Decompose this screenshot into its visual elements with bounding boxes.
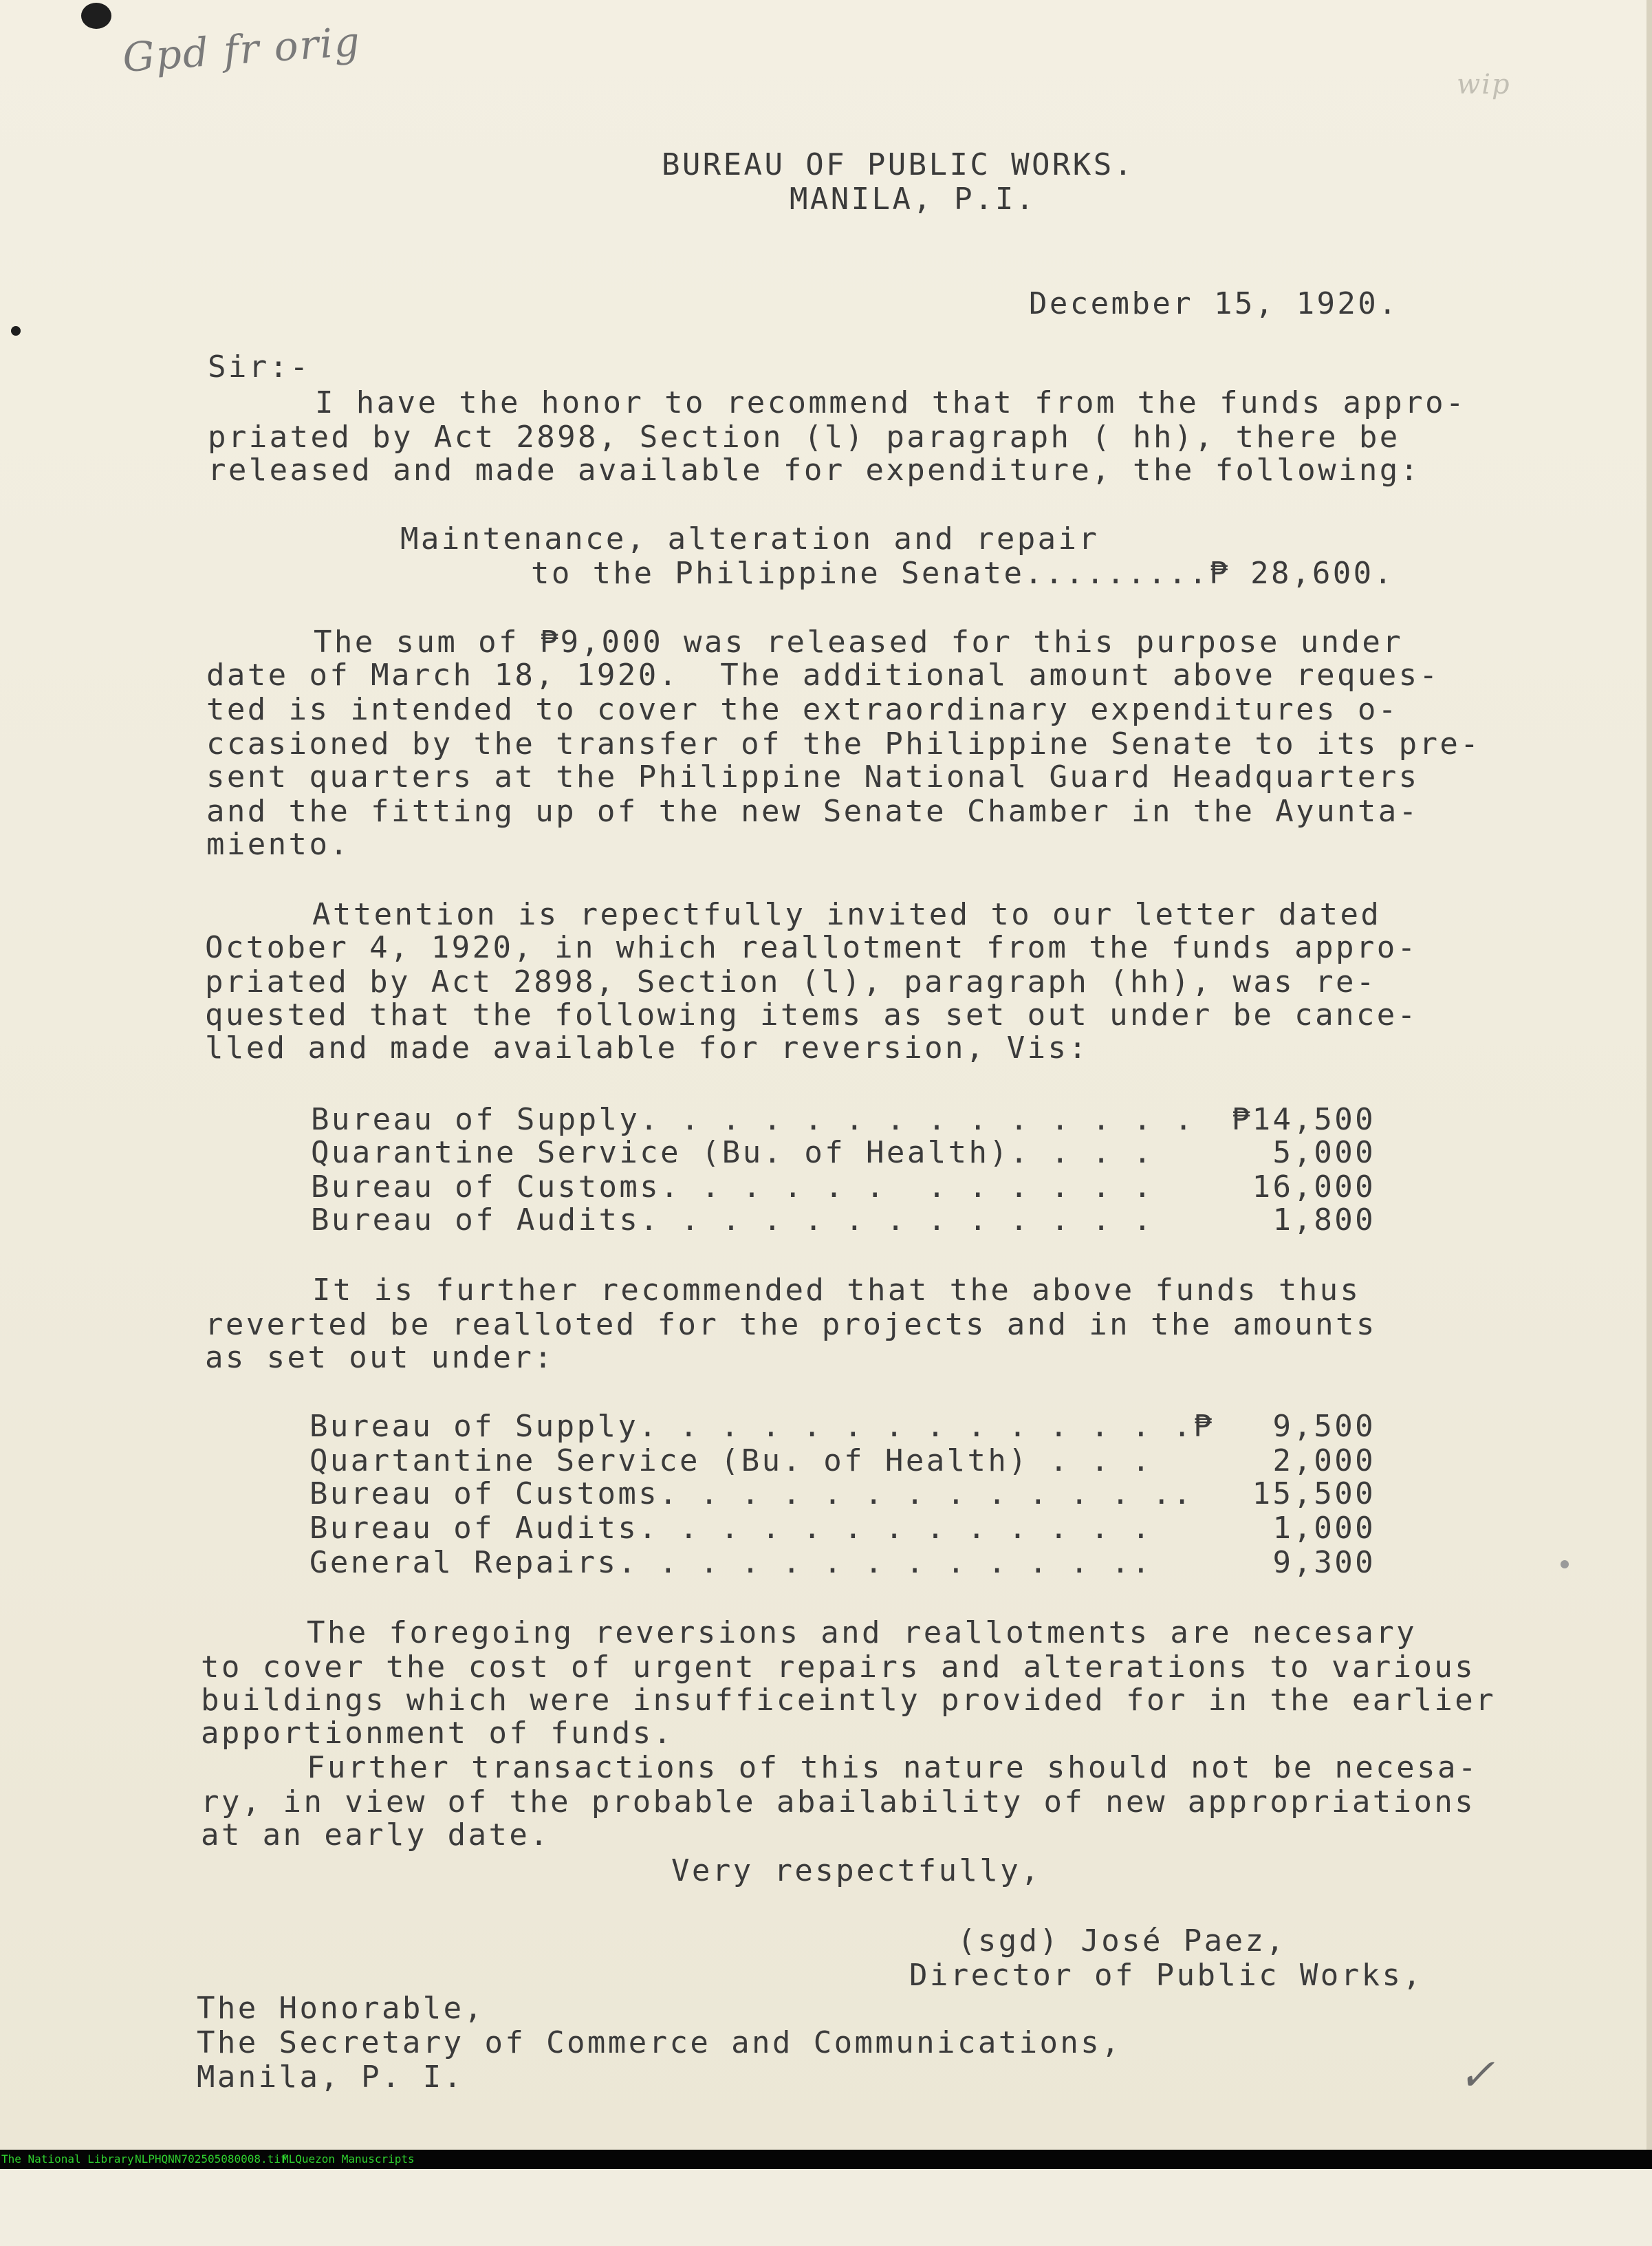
text-line: miento. — [206, 827, 351, 862]
footer-collection: MLQuezon Manuscripts — [282, 2152, 415, 2166]
text-line: to cover the cost of urgent repairs and alterations to various — [201, 1650, 1476, 1685]
list-item-label: Bureau of Customs. . . . . . . . . . . . .. — [309, 1476, 1194, 1511]
punch-hole — [81, 3, 111, 29]
text-line: I have the honor to recommend that from the funds appro- — [315, 385, 1466, 420]
text-line: Further transactions of this nature should not be necesa- — [307, 1750, 1479, 1785]
list-item-label: Bureau of Customs. . . . . . . . . . . . — [311, 1169, 1154, 1205]
text-line: buildings which were insufficeintly provided for in the earlier — [201, 1683, 1497, 1718]
text-line: apportionment of funds. — [201, 1716, 674, 1751]
list-item-label: Bureau of Audits. . . . . . . . . . . . . — [311, 1202, 1154, 1238]
text-line: quested that the following items as set out under be cance- — [205, 997, 1418, 1033]
list-item-amount: 1,000 — [1272, 1511, 1376, 1546]
list-item-label: General Repairs. . . . . . . . . . . . .. — [309, 1545, 1153, 1580]
handwritten-mark: wip — [1457, 69, 1511, 100]
archive-footer — [0, 2150, 1652, 2169]
text-line: It is further recommended that the above funds thus — [312, 1273, 1361, 1308]
list-item-amount: 2,000 — [1272, 1443, 1376, 1478]
list-item-amount: 5,000 — [1272, 1135, 1376, 1170]
letterhead-line-2: MANILA, P.I. — [790, 182, 1036, 217]
check-mark: ✓ — [1458, 2050, 1497, 2101]
ink-mark — [11, 326, 21, 336]
letterhead-line-1: BUREAU OF PUBLIC WORKS. — [662, 147, 1135, 182]
handwritten-note: Gpd fr orig — [121, 17, 362, 82]
text-line: reverted be realloted for the projects and in the amounts — [205, 1307, 1377, 1342]
senate-item-line-2: to the Philippine Senate.........₱ 28,600. — [531, 556, 1395, 591]
list-item-amount: 1,800 — [1272, 1202, 1376, 1238]
text-line: ry, in view of the probable abailability of new appropriations — [201, 1784, 1476, 1820]
text-line: ted is intended to cover the extraordinary expenditures o- — [206, 692, 1399, 727]
list-item-label: Quarantine Service (Bu. of Health). . . . — [311, 1135, 1154, 1170]
list-item-amount: 16,000 — [1252, 1169, 1376, 1205]
list-item-amount: 9,300 — [1272, 1545, 1376, 1580]
list-item-label: Quartantine Service (Bu. of Health) . . . — [309, 1443, 1153, 1478]
text-line: priated by Act 2898, Section (l), paragraph (hh), was re- — [205, 964, 1377, 1000]
page-edge — [1646, 0, 1652, 2150]
text-line: date of March 18, 1920. The additional amount above reques- — [206, 658, 1440, 693]
text-line: The foregoing reversions and reallotments are necesary — [307, 1615, 1417, 1650]
list-item-amount: 9,500 — [1272, 1409, 1376, 1444]
senate-item-line-1: Maintenance, alteration and repair — [400, 521, 1100, 557]
text-line: released and made available for expenditure, the following: — [208, 453, 1421, 488]
text-line: priated by Act 2898, Section (l) paragraph ( hh), there be — [208, 420, 1400, 455]
text-line: and the fitting up of the new Senate Chamber in the Ayunta- — [206, 794, 1420, 829]
addressee-line: Manila, P. I. — [197, 2060, 464, 2095]
text-line: as set out under: — [205, 1340, 555, 1375]
closing: Very respectfully, — [671, 1853, 1042, 1888]
text-line: October 4, 1920, in which reallotment from the funds appro- — [205, 930, 1418, 965]
salutation: Sir:- — [208, 349, 311, 385]
text-line: sent quarters at the Philippine National Guard Headquarters — [206, 759, 1420, 795]
list-item-label: Bureau of Supply. . . . . . . . . . . . . .₱ — [309, 1409, 1215, 1444]
footer-file: NLPHQNN702505080008.tif — [135, 2152, 287, 2166]
footer-library: The National Library — [1, 2152, 134, 2166]
list-item-label: Bureau of Audits. . . . . . . . . . . . . — [309, 1511, 1153, 1546]
signature-title: Director of Public Works, — [909, 1958, 1424, 1993]
text-line: ccasioned by the transfer of the Philippine Senate to its pre- — [206, 726, 1481, 762]
letter-date: December 15, 1920. — [1029, 286, 1400, 321]
signature-name: (sgd) José Paez, — [957, 1923, 1287, 1958]
text-line: lled and made available for reversion, Vis: — [205, 1030, 1089, 1066]
list-item-amount: ₱14,500 — [1231, 1102, 1376, 1137]
addressee-line: The Secretary of Commerce and Communications, — [197, 2025, 1122, 2060]
list-item-amount: 15,500 — [1252, 1476, 1376, 1511]
ink-mark — [1561, 1560, 1569, 1568]
text-line: at an early date. — [201, 1817, 551, 1853]
addressee-line: The Honorable, — [197, 1991, 485, 2026]
text-line: Attention is repectfully invited to our letter dated — [312, 897, 1382, 932]
list-item-label: Bureau of Supply. . . . . . . . . . . . . . — [311, 1102, 1195, 1137]
text-line: The sum of ₱9,000 was released for this purpose under — [314, 625, 1404, 660]
